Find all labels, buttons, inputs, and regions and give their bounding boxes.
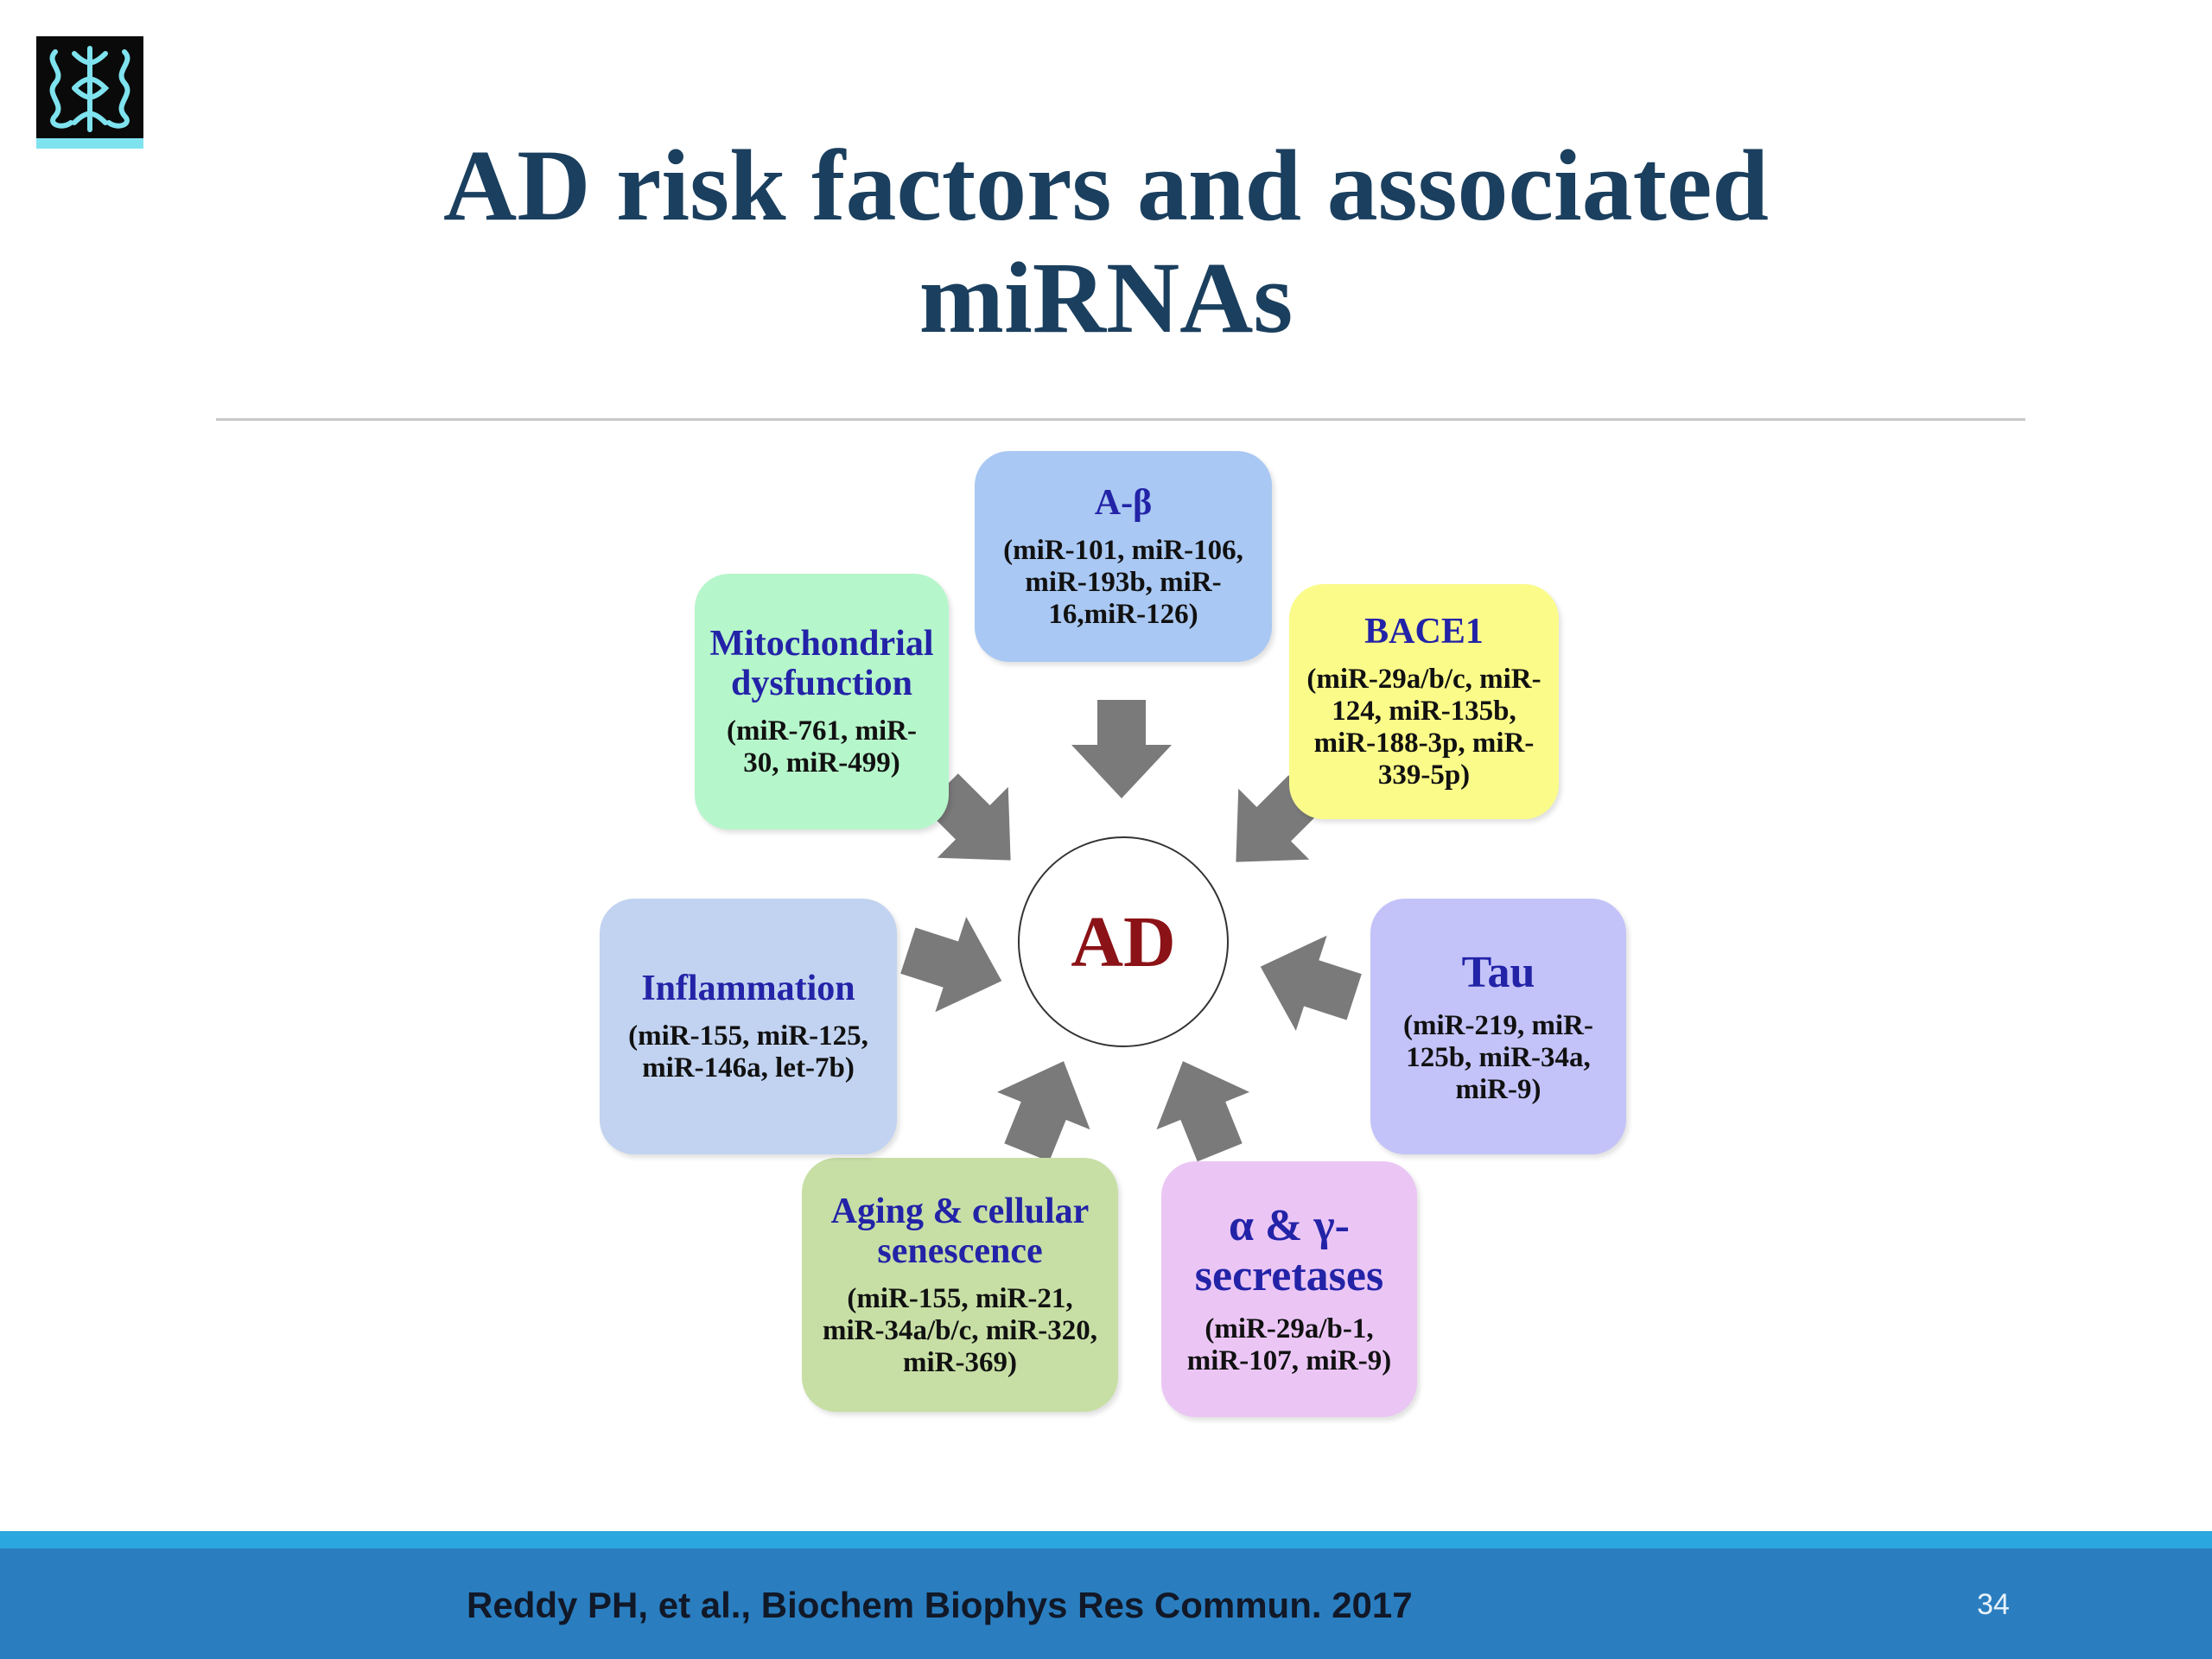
node-label: Inflammation bbox=[641, 969, 855, 1008]
node-mirnas: (miR-29a/b-1, miR-107, miR-9) bbox=[1186, 1313, 1392, 1376]
arrow-from-a-beta bbox=[1071, 700, 1172, 798]
node-tau bbox=[1370, 899, 1626, 1154]
node-mirnas: (miR-761, miR-30, miR-499) bbox=[727, 715, 917, 779]
arrow-from-inflammation bbox=[893, 903, 1017, 1029]
page-number: 34 bbox=[1977, 1588, 2010, 1621]
title-line-1: AD risk factors and associated bbox=[443, 129, 1769, 242]
node-mirnas: (miR-219, miR-125b, miR-34a, miR-9) bbox=[1403, 1009, 1593, 1105]
node-mirnas: (miR-29a/b/c, miR-124, miR-135b, miR-188-3p, miR-339-5p) bbox=[1306, 664, 1541, 791]
node-label: Aging & cellular senescence bbox=[830, 1191, 1090, 1271]
arrow-from-secretases bbox=[1136, 1042, 1266, 1171]
center-label: AD bbox=[1071, 901, 1176, 982]
node-secretases bbox=[1161, 1161, 1417, 1417]
center-node-ad bbox=[1018, 836, 1229, 1047]
node-label: Tau bbox=[1461, 947, 1535, 997]
node-inflammation bbox=[600, 899, 897, 1154]
citation: Reddy PH, et al., Biochem Biophys Res Commun. 2017 bbox=[467, 1585, 1413, 1625]
footer-strip bbox=[0, 1531, 2212, 1548]
title-line-2: miRNAs bbox=[918, 241, 1294, 354]
node-label: BACE1 bbox=[1364, 612, 1484, 652]
arrow-from-tau bbox=[1245, 919, 1370, 1046]
node-mirnas: (miR-155, miR-125, miR-146a, let-7b) bbox=[628, 1020, 868, 1084]
node-a-beta bbox=[975, 451, 1272, 662]
node-label: A-β bbox=[1094, 482, 1153, 523]
node-label: α & γ-secretases bbox=[1194, 1201, 1384, 1300]
node-aging bbox=[802, 1158, 1118, 1412]
node-mirnas: (miR-155, miR-21, miR-34a/b/c, miR-320, miR-369) bbox=[822, 1282, 1098, 1378]
node-mitochondrial bbox=[695, 574, 949, 830]
node-bace1 bbox=[1289, 584, 1559, 819]
node-label: Mitochondrial dysfunction bbox=[709, 624, 934, 703]
arrow-from-aging bbox=[980, 1042, 1109, 1171]
node-mirnas: (miR-101, miR-106, miR-193b, miR-16,miR-126) bbox=[1003, 534, 1243, 630]
